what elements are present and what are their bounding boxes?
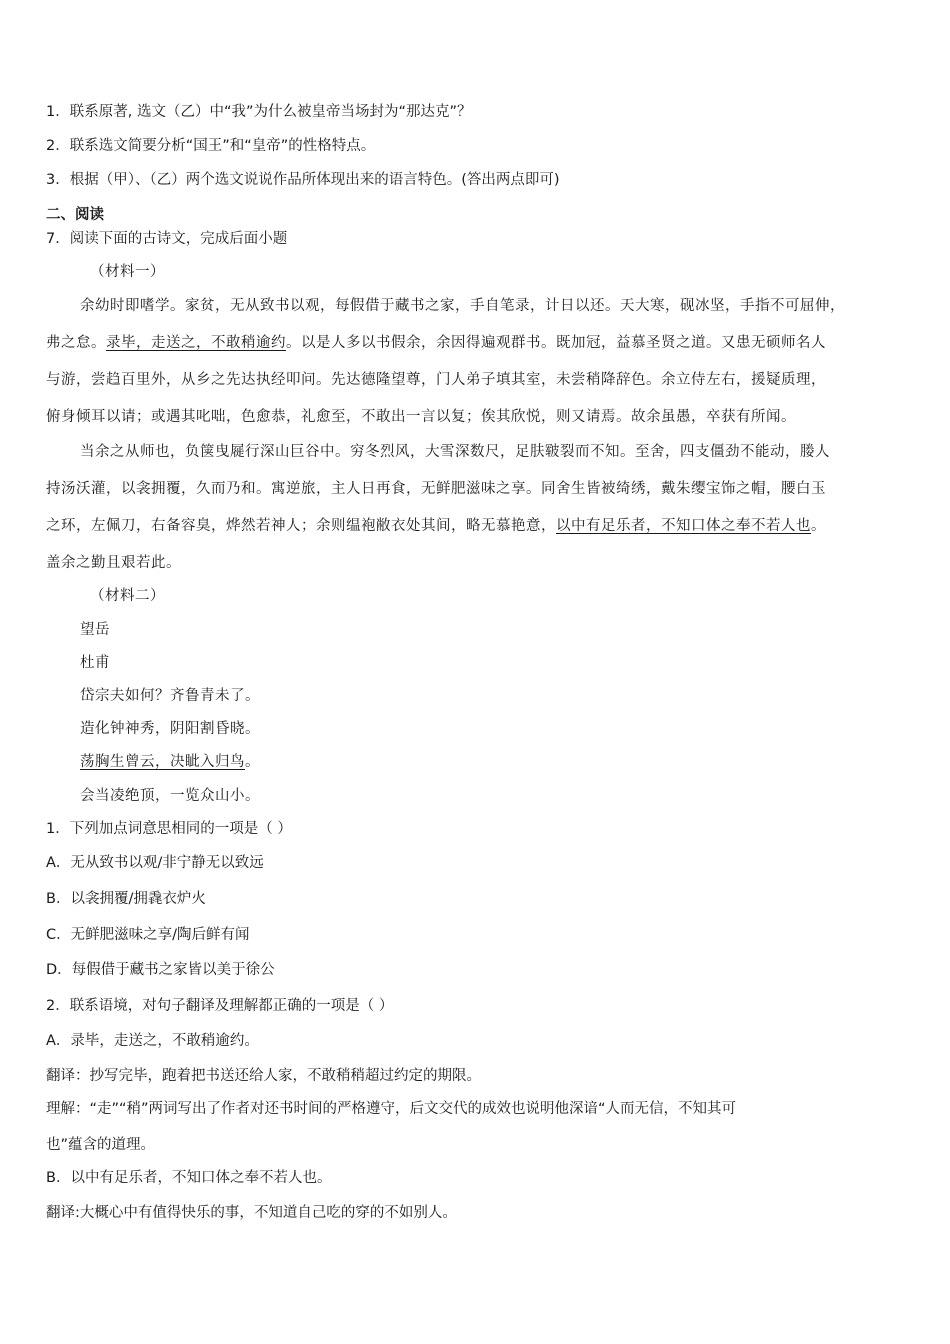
- section-title: 二、阅读: [46, 207, 104, 223]
- question-1-top: 1．联系原著, 选文（乙）中“我”为什么被皇帝当场封为“那达克”？: [46, 104, 472, 120]
- option-c: C．无鲜肥滋味之享/陶后鲜有闻: [46, 927, 250, 943]
- question-2-top: 2．联系选文简要分析“国王”和“皇帝”的性格特点。: [46, 138, 376, 154]
- option-a: A．录毕，走送之，不敢稍逾约。: [46, 1033, 259, 1049]
- sub-question-2: 2．联系语境，对句子翻译及理解都正确的一项是（ ）: [46, 998, 394, 1014]
- passage-text: 余幼时即嗜学。家贫，无从致书以观，每假借于藏书之家，手自笔录，计日以还。天大寒，砚冰坚，手指不可屈伸，: [80, 298, 845, 314]
- option-b: B．以中有足乐者，不知口体之奉不若人也。: [46, 1170, 332, 1186]
- passage-line: [80, 296, 845, 316]
- passage-line: [46, 407, 796, 427]
- passage-line: [46, 370, 826, 390]
- poem-line: [80, 752, 260, 772]
- passage-text: 俯身倾耳以请；或遇其叱咄，色愈恭，礼愈至，不敢出一言以复；俟其欣悦，则又请焉。故余虽愚，卒获有所闻。: [46, 409, 796, 425]
- passage-line: [80, 442, 830, 462]
- passage-text: 。: [811, 518, 826, 534]
- underlined-sentence: 录毕，走送之，不敢稍逾约: [106, 335, 286, 351]
- question-3-top: 3．根据（甲）、（乙）两个选文说说作品所体现出来的语言特色。(答出两点即可): [46, 172, 560, 188]
- passage-text: 持汤沃灌，以衾拥覆，久而乃和。寓逆旅，主人日再食，无鲜肥滋味之享。同舍生皆被绮绣，戴朱缨宝饰之帽，腰白玉: [46, 481, 826, 497]
- understanding-text: 理解：“走”“稍”两词写出了作者对还书时间的严格遵守，后文交代的成效也说明他深谙“人而无信，不知其可: [46, 1101, 737, 1117]
- passage-text: 。以是人多以书假余，余因得遍观群书。既加冠，益慕圣贤之道。又患无硕师名人: [286, 335, 826, 351]
- translation-text: 翻译:大概心中有值得快乐的事，不知道自己吃的穿的不如别人。: [46, 1205, 457, 1221]
- poem-title: 望岳: [80, 622, 110, 638]
- underlined-sentence: 荡胸生曾云，决眦入归鸟: [80, 754, 245, 770]
- passage-line: [46, 479, 826, 499]
- passage-text: 之环，左佩刀，右备容臭，烨然若神人；余则缊袍敝衣处其间，略无慕艳意，: [46, 518, 556, 534]
- translation-text: 翻译：抄写完毕，跑着把书送还给人家，不敢稍稍超过约定的期限。: [46, 1068, 481, 1084]
- poem-text: 会当凌绝顶，一览众山小。: [80, 788, 260, 804]
- material-2-label: （材料二）: [90, 588, 165, 604]
- poem-text: 岱宗夫如何？齐鲁青未了。: [80, 688, 260, 704]
- passage-line: [46, 553, 181, 573]
- poem-line: [80, 719, 260, 739]
- passage-text: 盖余之勤且艰若此。: [46, 555, 181, 571]
- question-7-title: 7．阅读下面的古诗文，完成后面小题: [46, 231, 288, 247]
- understanding-text-cont: 也”蕴含的道理。: [46, 1137, 156, 1153]
- option-a: A．无从致书以观/非宁静无以致远: [46, 855, 264, 871]
- passage-text: 与游，尝趋百里外，从乡之先达执经叩问。先达德隆望尊，门人弟子填其室，未尝稍降辞色。余立侍左右，援疑质理，: [46, 372, 826, 388]
- option-b: B．以衾拥覆/拥毳衣炉火: [46, 891, 206, 907]
- passage-line: [46, 516, 826, 536]
- sub-question-1: 1．下列加点词意思相同的一项是（ ）: [46, 821, 292, 837]
- poem-line: [80, 686, 260, 706]
- passage-text: 当余之从师也，负箧曳屣行深山巨谷中。穷冬烈风，大雪深数尺，足肤皲裂而不知。至舍，四支僵劲不能动，媵人: [80, 444, 830, 460]
- option-d: D．每假借于藏书之家皆以美于徐公: [46, 962, 275, 978]
- passage-text: 弗之怠。: [46, 335, 106, 351]
- poem-author: 杜甫: [80, 655, 110, 671]
- poem-line: [80, 786, 260, 806]
- passage-line: [46, 333, 826, 353]
- poem-text: 造化钟神秀，阴阳割昏晓。: [80, 721, 260, 737]
- underlined-sentence: 以中有足乐者，不知口体之奉不若人也: [556, 518, 811, 534]
- poem-text: 。: [245, 754, 260, 770]
- material-1-label: （材料一）: [90, 264, 165, 280]
